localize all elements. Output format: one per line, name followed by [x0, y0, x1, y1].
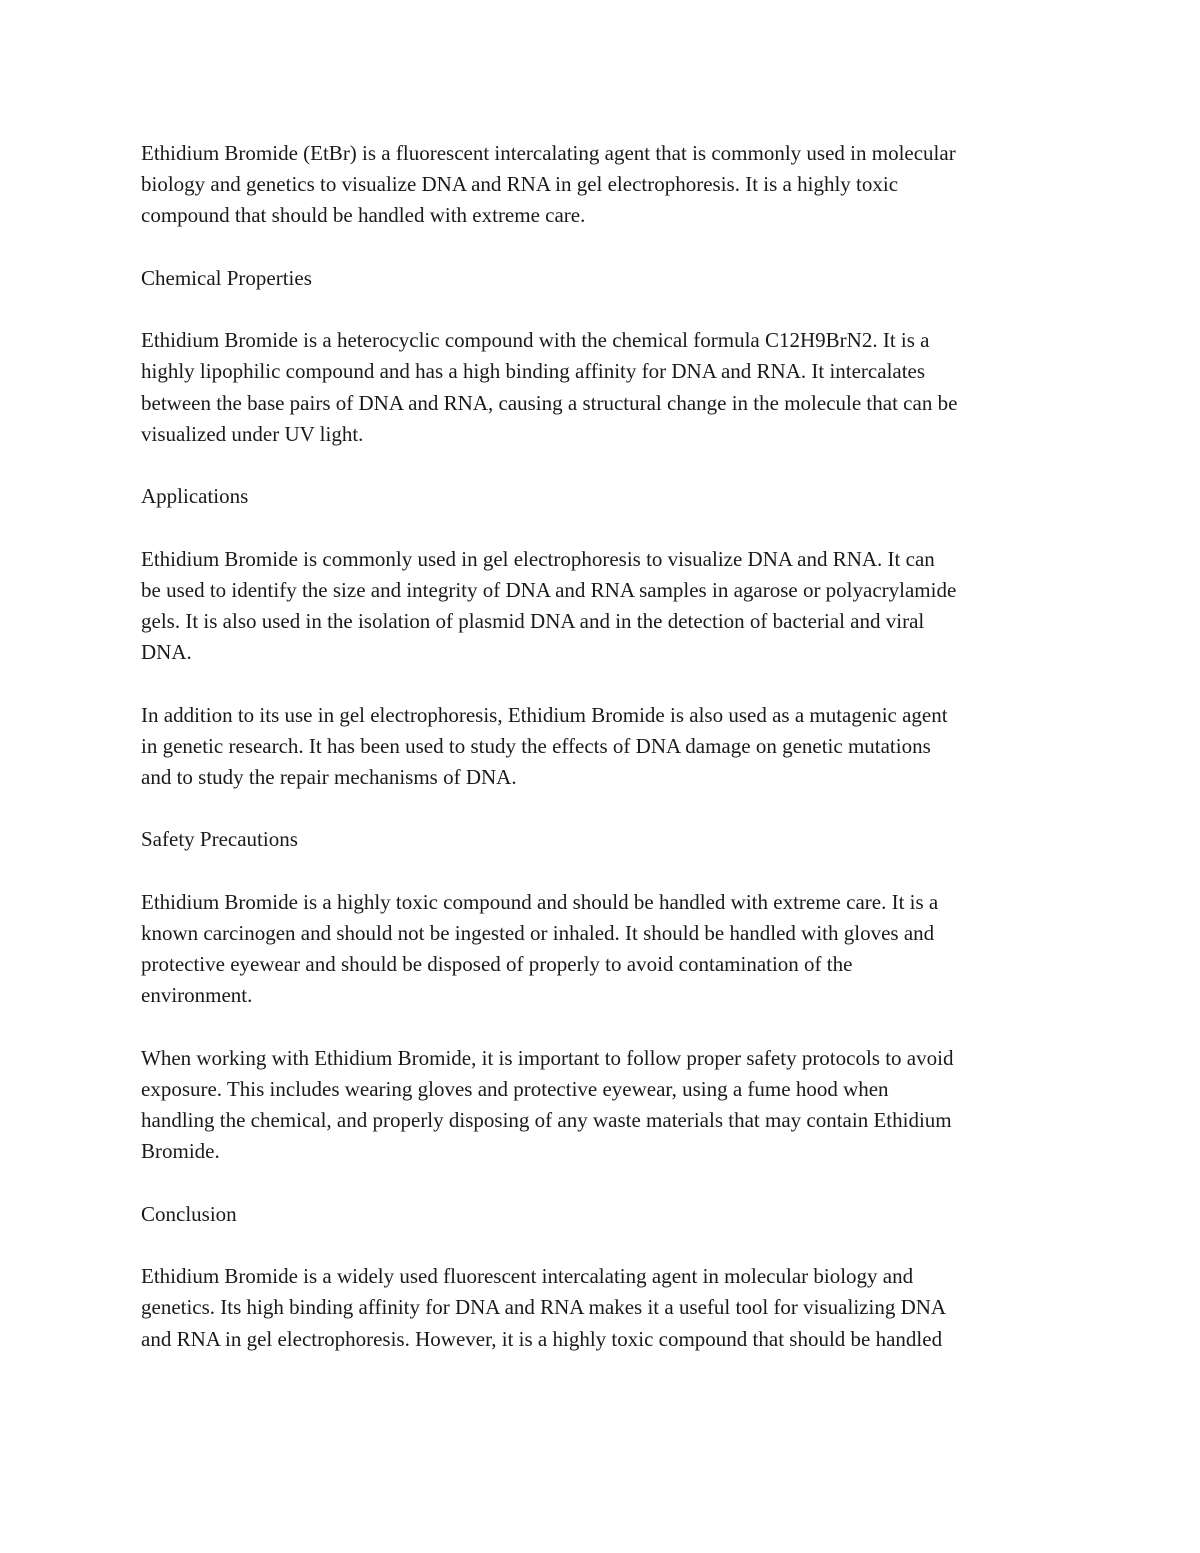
safety-paragraph: Ethidium Bromide is a highly toxic compound and should be handled with extreme care. It is a known carcinogen and should not be ingested or inhaled. It should be handled with gloves and protective eyewear and should be disposed of properly to avoid contamination of the environment.: [141, 889, 939, 1008]
section-heading-applications: Applications: [141, 484, 249, 509]
chemical-properties-paragraph: Ethidium Bromide is a heterocyclic compound with the chemical formula C12H9BrN2. It is a highly lipophilic compound and has a high binding affinity for DNA and RNA. It intercalates between the base pairs of DNA and RNA, causing a structural change in the molecule that can be visualized under UV light.: [141, 328, 958, 446]
safety-protocols-paragraph: When working with Ethidium Bromide, it is important to follow proper safety protocols to avoid exposure. This includes wearing gloves and protective eyewear, using a fume hood when handling the chemical, and properly disposing of any waste materials that may contain Ethidium Bromide.: [141, 1045, 954, 1164]
section-heading-chemical-properties: Chemical Properties: [141, 265, 312, 290]
applications-paragraph: Ethidium Bromide is commonly used in gel electrophoresis to visualize DNA and RNA. It can be used to identify the size and integrity of DNA and RNA samples in agarose or polyacrylamide gels. It is also used in the isolation of plasmid DNA and in the detection of bacterial and viral DNA.: [141, 546, 957, 665]
section-heading-conclusion: Conclusion: [141, 1201, 237, 1226]
document-page: [141, 138, 1066, 1355]
conclusion-paragraph: Ethidium Bromide is a widely used fluorescent intercalating agent in molecular biology and genetics. Its high binding affinity for DNA and RNA makes it a useful tool for visualizing DNA and RNA in gel electrophoresis. However, it is a highly toxic compound that should be handled: [141, 1264, 947, 1351]
section-heading-safety-precautions: Safety Precautions: [141, 827, 298, 852]
mutagenic-use-paragraph: In addition to its use in gel electrophoresis, Ethidium Bromide is also used as a mutagenic agent in genetic research. It has been used to study the effects of DNA damage on genetic mutations and to study the repair mechanisms of DNA.: [141, 702, 948, 789]
intro-paragraph: Ethidium Bromide (EtBr) is a fluorescent intercalating agent that is commonly used in molecular biology and genetics to visualize DNA and RNA in gel electrophoresis. It is a highly toxic compound that should be handled with extreme care.: [141, 141, 956, 228]
